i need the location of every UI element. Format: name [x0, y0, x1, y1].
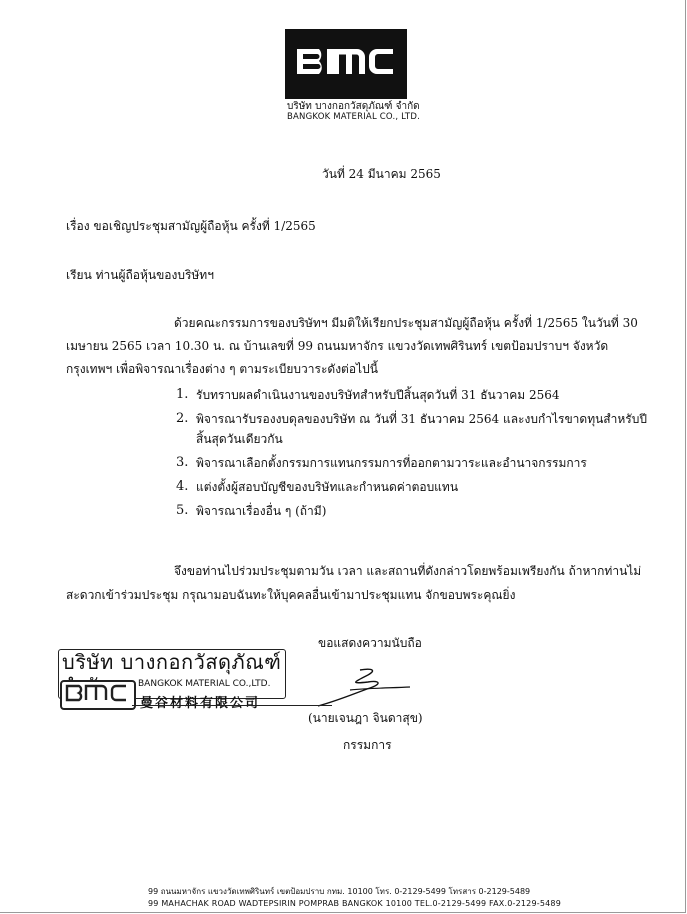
stamp-company-chinese: 曼谷材料有限公司 — [140, 696, 261, 711]
request-line: จึงขอท่านไปร่วมประชุมตามวัน เวลา และสถานที่ดังกล่าวโดยพร้อมเพรียงกัน ถ้าหากท่านไม่ — [174, 564, 642, 578]
stamp-divider — [132, 705, 332, 706]
footer-address-english: 99 MAHACHAK ROAD WADTEPSIRIN POMPRAB BANGKOK 10100 TEL.0-2129-5499 FAX.0-2129-5489 — [148, 899, 561, 908]
footer-address-thai: 99 ถนนมหาจักร แขวงวัดเทพศิรินทร์ เขตป้อมปราบ กทม. 10100 โทร. 0-2129-5499 โทรสาร 0-2129-5489 — [148, 887, 531, 896]
letter-date: วันที่ 24 มีนาคม 2565 — [322, 167, 441, 181]
request-line: สะดวกเข้าร่วมประชุม กรุณามอบฉันทะให้บุคคลอื่นเข้ามาประชุมแทน จักขอบพระคุณยิ่ง — [66, 588, 516, 602]
closing-phrase: ขอแสดงความนับถือ — [318, 636, 422, 650]
company-stamp — [54, 643, 286, 713]
bmc-logo-icon — [287, 31, 401, 93]
agenda-number: 2. — [176, 411, 189, 426]
request-paragraph — [66, 560, 641, 608]
company-name-english: BANGKOK MATERIAL CO., LTD. — [287, 112, 420, 122]
intro-paragraph — [66, 312, 638, 381]
signer-position: กรรมการ — [343, 738, 392, 752]
agenda-text: รับทราบผลดำเนินงานของบริษัทสำหรับปีสิ้นสุดวันที่ 31 ธันวาคม 2564 — [196, 388, 560, 402]
signature-icon — [310, 660, 420, 710]
letter-salutation: เรียน ท่านผู้ถือหุ้นของบริษัทฯ — [66, 268, 214, 282]
company-name-thai: บริษัท บางกอกวัสดุภัณฑ์ จำกัด — [287, 101, 420, 112]
agenda-text: แต่งตั้งผู้สอบบัญชีของบริษัทและกำหนดค่าตอบแทน — [196, 480, 459, 494]
agenda-number: 3. — [176, 455, 189, 470]
agenda-text-continued: สิ้นสุดวันเดียวกัน — [196, 432, 283, 446]
signer-name: (นายเจนฎา จินดาสุข) — [308, 711, 423, 725]
agenda-number: 1. — [176, 387, 189, 402]
company-logo — [285, 29, 407, 99]
agenda-text: พิจารณาเรื่องอื่น ๆ (ถ้ามี) — [196, 504, 327, 518]
stamp-company-english: BANGKOK MATERIAL CO.,LTD. — [138, 679, 271, 689]
stamp-logo — [60, 680, 136, 710]
intro-line: เมษายน 2565 เวลา 10.30 น. ณ บ้านเลขที่ 99 ถนนมหาจักร แขวงวัดเทพศิรินทร์ เขตป้อมปราบฯ จังหวัด — [66, 339, 609, 353]
letter-subject: เรื่อง ขอเชิญประชุมสามัญผู้ถือหุ้น ครั้งที่ 1/2565 — [66, 219, 316, 233]
agenda-number: 5. — [176, 503, 189, 518]
agenda-number: 4. — [176, 479, 189, 494]
stamp-company-thai: บริษัท บางกอกวัสดุภัณฑ์ — [58, 649, 286, 699]
agenda-text: พิจารณารับรองงบดุลของบริษัท ณ วันที่ 31 ธันวาคม 2564 และงบกำไรขาดทุนสำหรับปี — [196, 412, 647, 426]
intro-line: ด้วยคณะกรรมการของบริษัทฯ มีมติให้เรียกประชุมสามัญผู้ถือหุ้น ครั้งที่ 1/2565 ในวันที่ 30 — [174, 316, 638, 330]
intro-line: กรุงเทพฯ เพื่อพิจารณาเรื่องต่าง ๆ ตามระเบียบวาระดังต่อไปนี้ — [66, 362, 378, 376]
agenda-text: พิจารณาเลือกตั้งกรรมการแทนกรรมการที่ออกตามวาระและอำนาจกรรมการ — [196, 456, 587, 470]
stamp-bmc-logo-icon — [62, 682, 130, 704]
